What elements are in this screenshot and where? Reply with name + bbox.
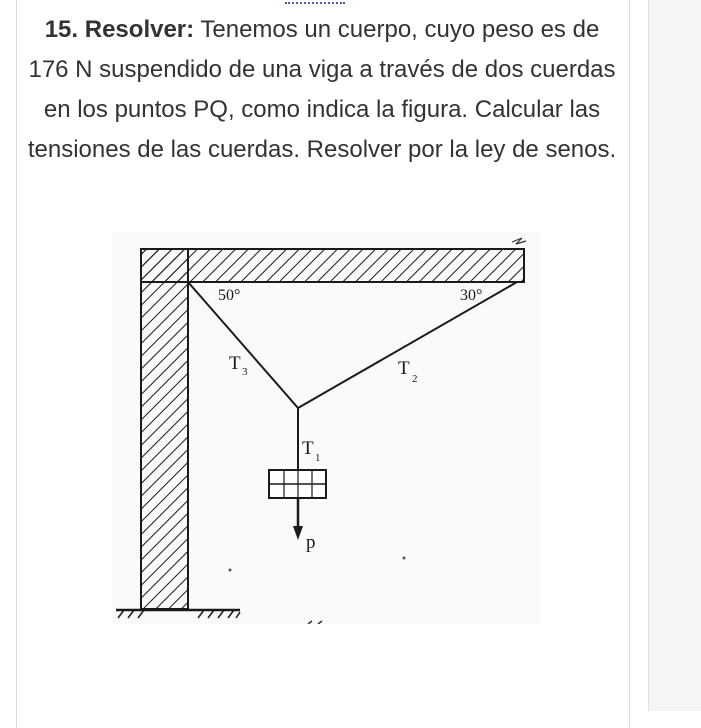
tension-2-sub: 2 (412, 373, 418, 385)
problem-statement (22, 10, 622, 170)
physics-figure (112, 232, 540, 624)
scan-speck (229, 569, 232, 572)
tension-3-label: T (229, 353, 241, 374)
angle-right-label: 30° (460, 287, 483, 304)
cut-off-link (285, 0, 345, 4)
problem-text: Tenemos un cuerpo, cuyo peso es de 176 N suspendido de una viga a través de dos cuerdas en los puntos PQ, como indica la figura. Calcular las tensiones de las cuerdas. Resolver por la ley de senos. (27, 16, 617, 163)
right-sidebar (648, 0, 701, 711)
tension-3-sub: 3 (242, 366, 248, 378)
tension-2-label: T (398, 358, 410, 379)
tension-1-label: T (302, 438, 314, 459)
wall (141, 249, 188, 609)
tension-1-sub: 1 (315, 452, 321, 464)
angle-left-label: 50° (218, 287, 241, 304)
problem-keyword: Resolver: (84, 16, 195, 43)
ceiling-beam (141, 249, 524, 282)
problem-number: 15. (44, 16, 79, 43)
weight-label: p (306, 532, 316, 553)
weight-block (269, 470, 326, 498)
scan-speck (403, 557, 406, 560)
